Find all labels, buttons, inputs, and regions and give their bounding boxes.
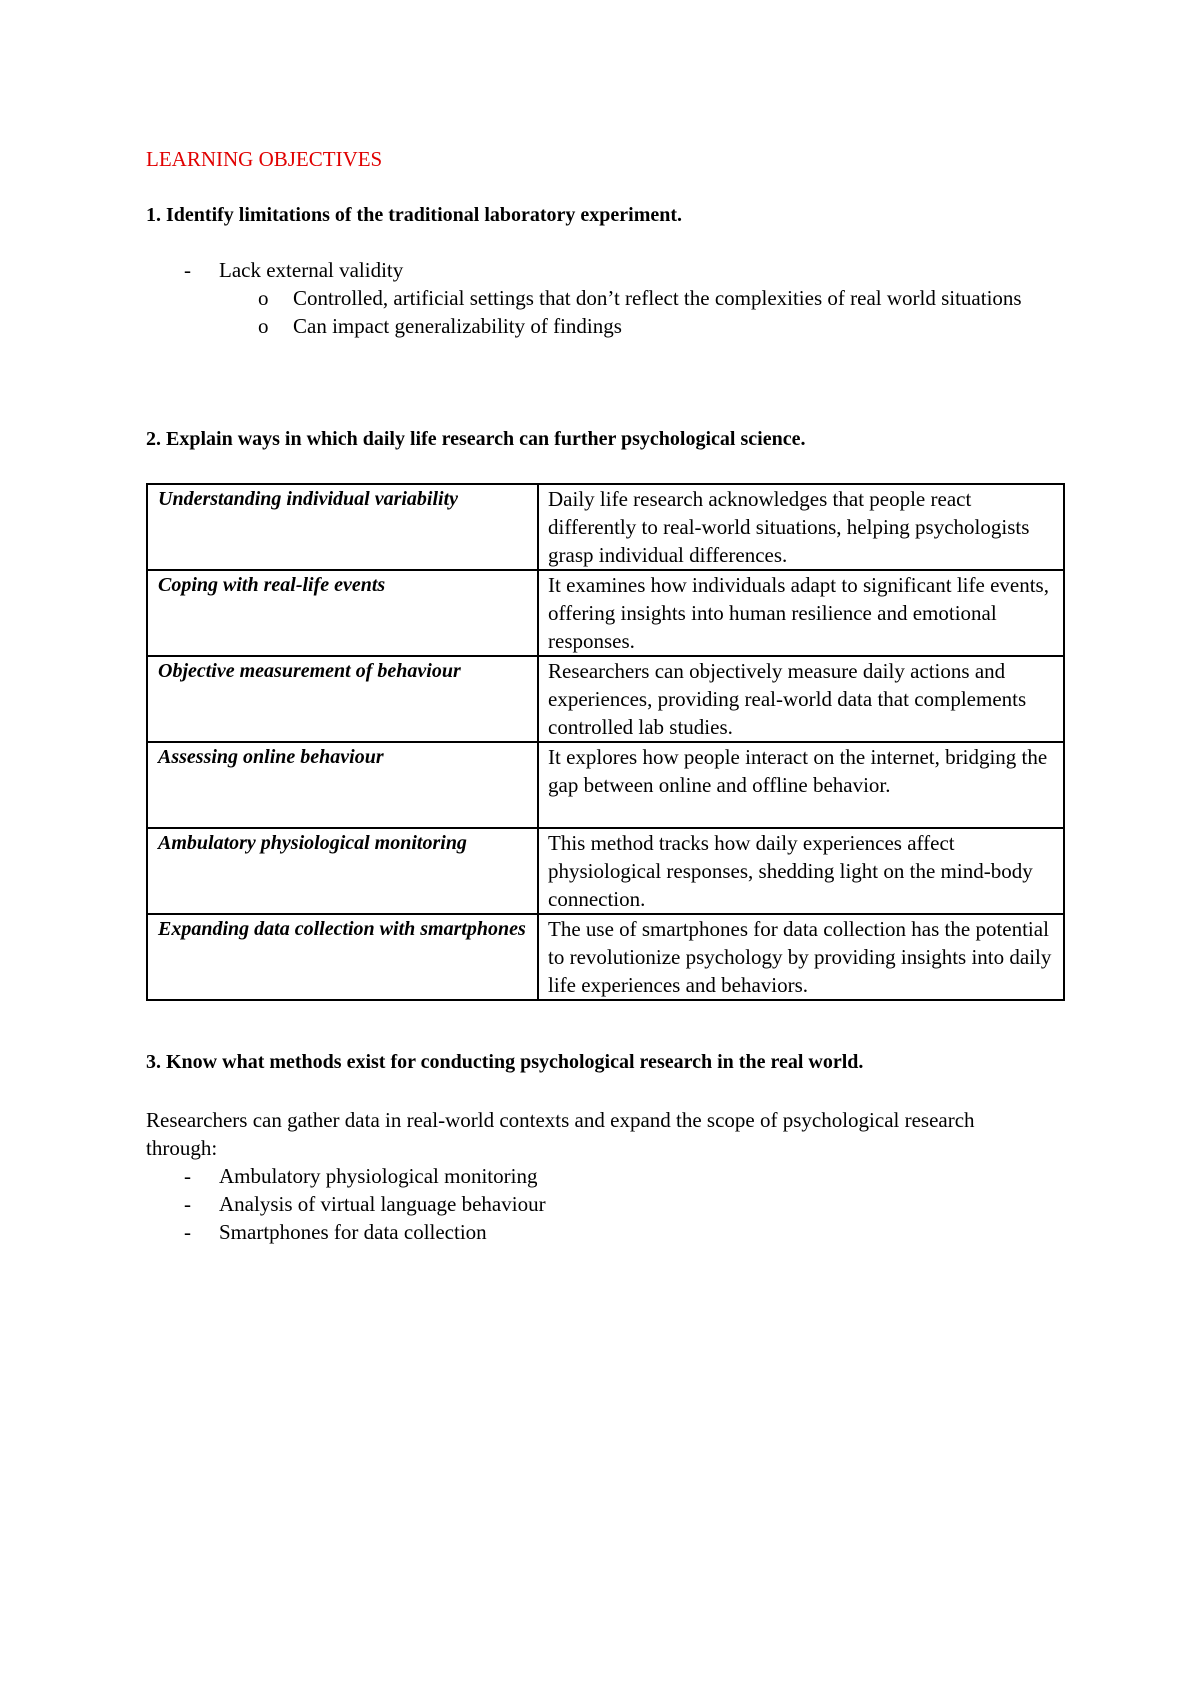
list-item-text: Analysis of virtual language behaviour xyxy=(219,1192,546,1216)
sub-list-item xyxy=(146,284,1066,312)
table-key-cell: Coping with real-life events xyxy=(147,570,538,656)
sub-list-item-text: Can impact generalizability of findings xyxy=(293,314,622,338)
table-value-cell: It explores how people interact on the internet, bridging the gap between online and offline behavior. xyxy=(538,742,1064,828)
list-item-text: Ambulatory physiological monitoring xyxy=(219,1164,538,1188)
list-item xyxy=(146,1162,1066,1190)
table-row xyxy=(147,828,1064,914)
objective-1-heading: 1. Identify limitations of the traditional laboratory experiment. xyxy=(146,204,683,226)
sub-list-item-text: Controlled, artificial settings that don’t reflect the complexities of real world situations xyxy=(293,286,1022,310)
table-key-cell: Objective measurement of behaviour xyxy=(147,656,538,742)
table-row xyxy=(147,570,1064,656)
table-key-cell: Expanding data collection with smartphones xyxy=(147,914,538,1000)
circle-bullet: o xyxy=(258,314,269,338)
table-row xyxy=(147,484,1064,570)
table-key-cell: Assessing online behaviour xyxy=(147,742,538,828)
table-value-cell: The use of smartphones for data collection has the potential to revolutionize psychology by providing insights into daily life experiences and behaviors. xyxy=(538,914,1064,1000)
circle-bullet: o xyxy=(258,286,269,310)
dash-bullet: - xyxy=(184,1220,191,1244)
sub-list-item xyxy=(146,312,1066,340)
list-item-text: Smartphones for data collection xyxy=(219,1220,487,1244)
table-value-cell: Daily life research acknowledges that people react differently to real-world situations, helping psychologists grasp individual differences. xyxy=(538,484,1064,570)
dash-bullet: - xyxy=(184,1192,191,1216)
table-value-cell: It examines how individuals adapt to significant life events, offering insights into human resilience and emotional responses. xyxy=(538,570,1064,656)
objective-3-heading: 3. Know what methods exist for conducting psychological research in the real world. xyxy=(146,1051,864,1073)
daily-life-research-table xyxy=(146,483,1065,1001)
objective-1-sublist xyxy=(146,284,1066,340)
table-row xyxy=(147,914,1064,1000)
list-item xyxy=(146,1190,1066,1218)
table-row xyxy=(147,656,1064,742)
dash-bullet: - xyxy=(184,258,191,282)
table-value-cell: Researchers can objectively measure daily actions and experiences, providing real-world data that complements controlled lab studies. xyxy=(538,656,1064,742)
table-key-cell: Ambulatory physiological monitoring xyxy=(147,828,538,914)
table-row xyxy=(147,742,1064,828)
list-item xyxy=(146,256,1066,284)
list-item xyxy=(146,1218,1066,1246)
objective-3-list xyxy=(146,1162,1066,1246)
objective-3-intro: Researchers can gather data in real-world contexts and expand the scope of psychological research through: xyxy=(146,1108,975,1160)
objective-1-list xyxy=(146,256,1066,340)
list-item-text: Lack external validity xyxy=(219,258,404,282)
objective-2-heading: 2. Explain ways in which daily life research can further psychological science. xyxy=(146,428,806,450)
table-key-cell: Understanding individual variability xyxy=(147,484,538,570)
page-title: LEARNING OBJECTIVES xyxy=(146,147,383,171)
dash-bullet: - xyxy=(184,1164,191,1188)
table-value-cell: This method tracks how daily experiences affect physiological responses, shedding light on the mind-body connection. xyxy=(538,828,1064,914)
